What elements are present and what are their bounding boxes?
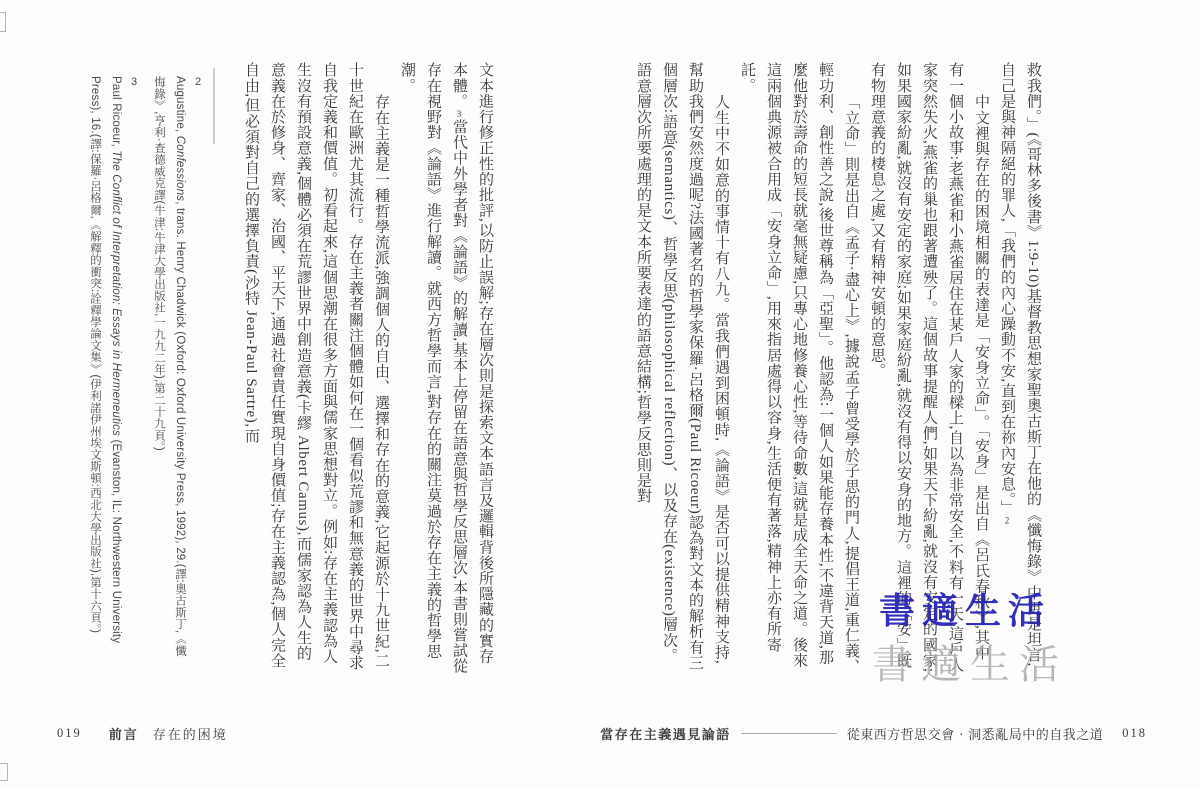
page-number: 018 — [1122, 726, 1147, 740]
watermark-gray: 書適生活 — [872, 642, 1068, 687]
paragraph-continuation — [394, 62, 498, 676]
paragraph-text: 中文裡與存在的困境相關的表達是「安身立命」。「安身」是出自《呂氏春秋》,其中有一個小故事:老燕雀和小燕雀居住在某戶人家的樑上,自以為非常安全,不料有一天,這戶人家突然失火,燕雀的巢也跟著遭殃了。這個故事提醒人們,如果天下紛亂,就沒有安定的國家;如果國家紛亂,就沒有安定的家庭;如果家庭紛亂,就沒有得以安身的地方。這裡的「安」既有物理意義的棲息之處,又有精神安頓的意思。 — [869, 62, 989, 673]
paragraph-text: 文本進行修正性的批評,以防止誤解;存在層次則是探索文本語言及邏輯背後所隱藏的實存本體。 — [451, 62, 493, 664]
paragraph-text: 當代中外學者對《論語》的解讀,基本上停留在語意與哲學反思層次,本書則嘗試從存在視野對《論語》進行解讀。就西方哲學而言,對存在的關注莫過於存在主義的哲學思潮。 — [399, 62, 467, 674]
footnote-number: 3 — [128, 76, 140, 88]
footnote-ref-3: 3 — [454, 108, 464, 119]
paragraph — [734, 62, 864, 676]
section-title: 存在的困境 — [152, 727, 228, 742]
footer-rule — [741, 733, 837, 734]
footnote-3 — [84, 76, 142, 662]
paragraph-text: 救我們。」(《哥林多後書》1:9-10)基督教思想家聖奧古斯丁在他的《懺悔錄》中更是坦言,自己是與神隔絕的罪人,「我們的內心躁動不安,直到在祢內安息。」 — [999, 62, 1041, 667]
footnote-citation: (Evanston, IL: Northwestern University Press), 16.(譯:保羅·呂格爾,《解釋的衝突:詮釋學論文集》(伊利諾伊州埃文斯頓:西北大學出版社),第十六頁。) — [89, 76, 122, 644]
footnote-book-title: The Conflict of Interpretation: Essays in Hermeneutics — [110, 150, 122, 437]
paragraph — [238, 62, 394, 676]
scan-artifact — [0, 12, 6, 32]
page-number: 019 — [57, 726, 82, 740]
footnote-number: 2 — [192, 76, 204, 88]
right-page-footer — [600, 724, 1147, 743]
footnote-citation: Augustine, — [174, 76, 186, 136]
scan-artifact — [0, 763, 8, 781]
footnote-text — [84, 76, 126, 662]
book-title: 當存在主義遇見論語 — [600, 727, 731, 742]
watermark-blue: 書適生活 — [879, 591, 1052, 631]
footnote-citation: Paul Ricoeur, — [110, 76, 122, 151]
paragraph-text: 「立命」則是出自《孟子·盡心上》,據說孟子曾受學於子思的門人,提倡王道,重仁義、輕功利、創性善之說,後世尊稱為「亞聖」。他認為:一個人如果能存養本性,不違背天道,那麼他對於壽命的短長就毫無疑慮,只專心地修養心性,等待命數,這就是成全天命之道。後來這兩個典源被合用成「安身立命」,用來指居處得以容身,生活便有著落,精神上亦有所寄託。 — [739, 62, 859, 675]
footnote-ref-2: 2 — [1002, 515, 1012, 526]
left-page-text — [234, 62, 498, 676]
left-page-footer — [57, 724, 228, 743]
chapter-title: 前言 — [108, 727, 139, 742]
paragraph-text: 人生中不如意的事情十有八九。當我們遇到困頓時,《論語》是否可以提供精神支持,幫助我們安然度過呢?法國著名的哲學家保羅·呂格爾(Paul Ricoeur)認為對文本的解析有三個層次:語意(semantics)、哲學反思(philosophical reflection)、以及存在(existence)層次。語意層次所要處理的是文本所要表達的語意結構;哲學反思則是對 — [635, 62, 729, 671]
paragraph-text: 存在主義是一種哲學流派,強調個人的自由、選擇和存在的意義,它起源於十九世紀,二十世紀在歐洲尤其流行。存在主義者關注個體如何在一個看似荒謬和無意義的世界中尋求自我定義和價值。初看起來,這個思潮在很多方面與儒家思想對立。例如:存在主義認為人生沒有預設意義,個體必須在荒謬世界中創造意義(卡繆 Albert Camus),而儒家認為人生的意義在於修身、齊家、治國、平天下,通過社會責任實現自身價值;存在主義認為,個人完全自由,但必須對自己的選擇負責(沙特 Jean-Paul Sartre),而 — [243, 62, 389, 671]
footnote-book-title: Confessions — [174, 135, 186, 202]
paragraph — [630, 62, 734, 676]
book-subtitle: 從東西方哲思交會‧洞悉亂局中的自我之道 — [846, 727, 1104, 742]
footnote-separator-rule — [213, 68, 215, 144]
footnote-text — [148, 76, 190, 662]
footnote-2 — [148, 76, 206, 662]
footnote-citation: , trans. Henry Chadwick (Oxford: Oxford University Press, 1992), 29.(譯:奧古斯丁,《懺悔錄》,亨利·查德威克譯(牛津:牛津大學出版社,一九九二年),第二十九頁。) — [153, 76, 186, 657]
footnotes-block — [76, 76, 206, 662]
